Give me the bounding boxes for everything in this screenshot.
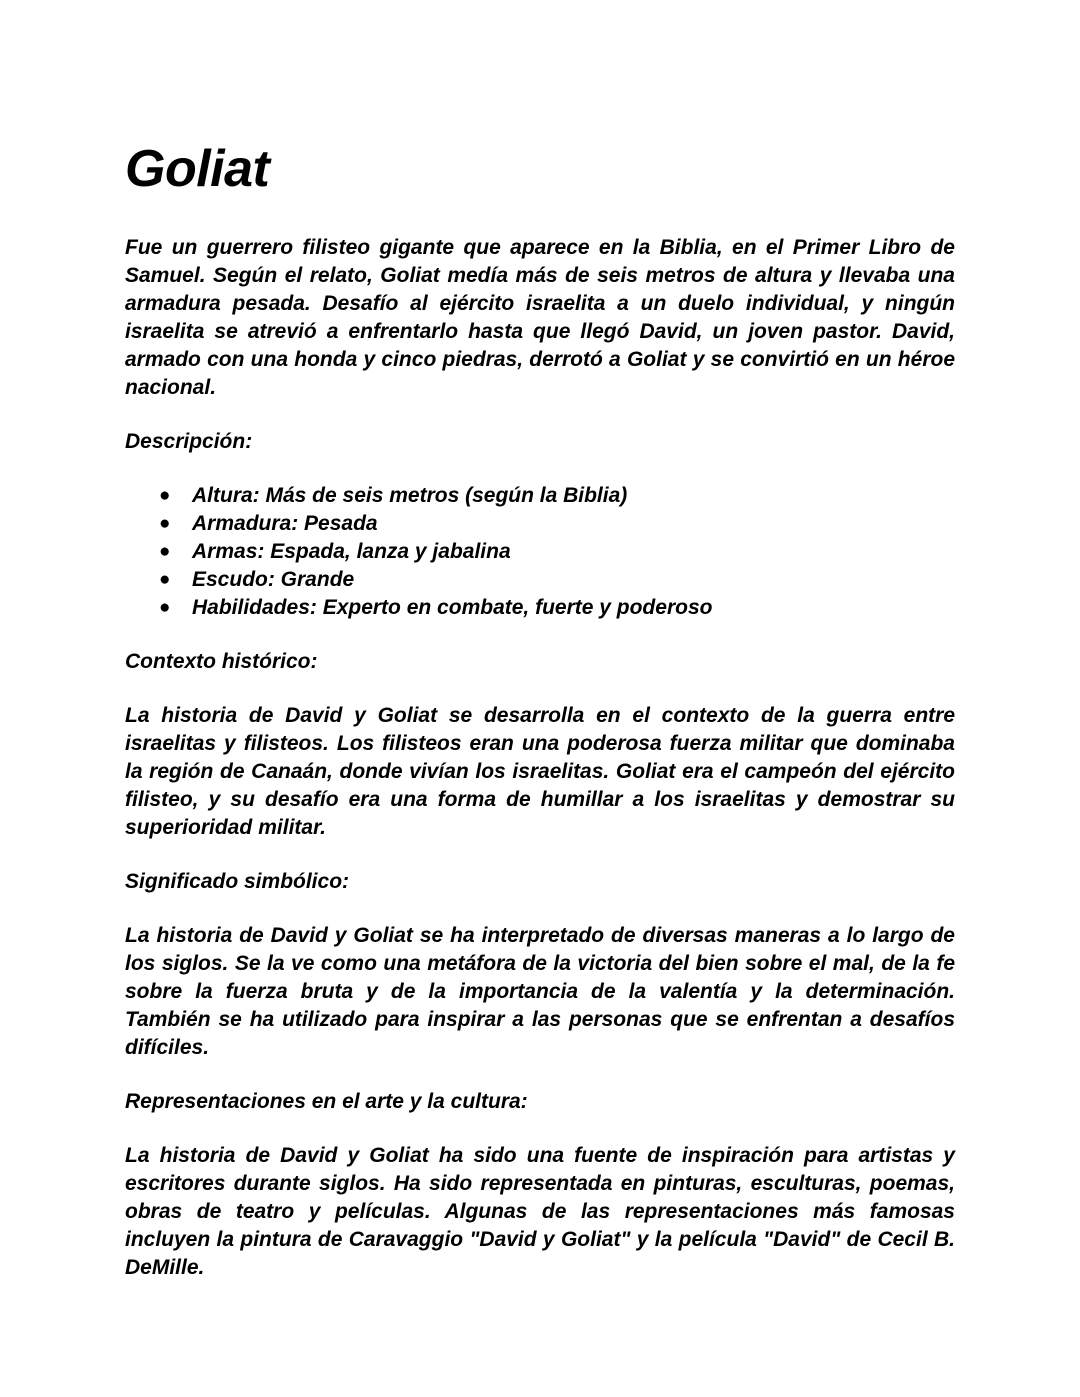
bullet-icon: ● (159, 569, 171, 591)
list-item (125, 566, 955, 594)
document-content (125, 140, 955, 1282)
page-title: Goliat (125, 140, 270, 198)
list-item-label: Habilidades: Experto en combate, fuerte y poderoso (192, 596, 713, 620)
list-item-label: Altura: Más de seis metros (según la Biblia) (192, 484, 628, 508)
list-item-label: Armas: Espada, lanza y jabalina (192, 540, 511, 564)
bullet-icon: ● (159, 485, 171, 507)
bullet-icon: ● (159, 541, 171, 563)
section-body-significado-simbolico: La historia de David y Goliat se ha interpretado de diversas maneras a lo largo de los siglos. Se la ve como una metáfora de la victoria del bien sobre el mal, de la fe sobre la fuerza bruta y de la importancia de la valentía y la determinación. También se ha utilizado para inspirar a las personas que se enfrentan a desafíos difíciles. (125, 924, 955, 1060)
list-item (125, 510, 955, 538)
list-item (125, 538, 955, 566)
list-item (125, 482, 955, 510)
section-heading-descripcion: Descripción: (125, 430, 253, 454)
section-body-contexto-historico: La historia de David y Goliat se desarrolla en el contexto de la guerra entre israelitas y filisteos. Los filisteos eran una poderosa fuerza militar que dominaba la región de Canaán, donde vivían los israelitas. Goliat era el campeón del ejército filisteo, y su desafío era una forma de humillar a los israelitas y demostrar su superioridad militar. (125, 704, 955, 840)
intro-paragraph: Fue un guerrero filisteo gigante que aparece en la Biblia, en el Primer Libro de Samuel. Según el relato, Goliat medía más de seis metros de altura y llevaba una armadura pesada. Desafío al ejército israelita a un duelo individual, y ningún israelita se atrevió a enfrentarlo hasta que llegó David, un joven pastor. David, armado con una honda y cinco piedras, derrotó a Goliat y se convirtió en un héroe nacional. (125, 236, 955, 400)
description-bullet-list (125, 482, 955, 622)
list-item-label: Escudo: Grande (192, 568, 355, 592)
bullet-icon: ● (159, 513, 171, 535)
bullet-icon: ● (159, 597, 171, 619)
section-body-representaciones: La historia de David y Goliat ha sido una fuente de inspiración para artistas y escritores durante siglos. Ha sido representada en pinturas, esculturas, poemas, obras de teatro y películas. Algunas de las representaciones más famosas incluyen la pintura de Caravaggio "David y Goliat" y la película "David" de Cecil B. DeMille. (125, 1144, 955, 1280)
list-item (125, 594, 955, 622)
section-heading-significado-simbolico: Significado simbólico: (125, 870, 350, 894)
list-item-label: Armadura: Pesada (192, 512, 378, 536)
section-heading-representaciones: Representaciones en el arte y la cultura: (125, 1090, 528, 1114)
section-heading-contexto-historico: Contexto histórico: (125, 650, 318, 674)
